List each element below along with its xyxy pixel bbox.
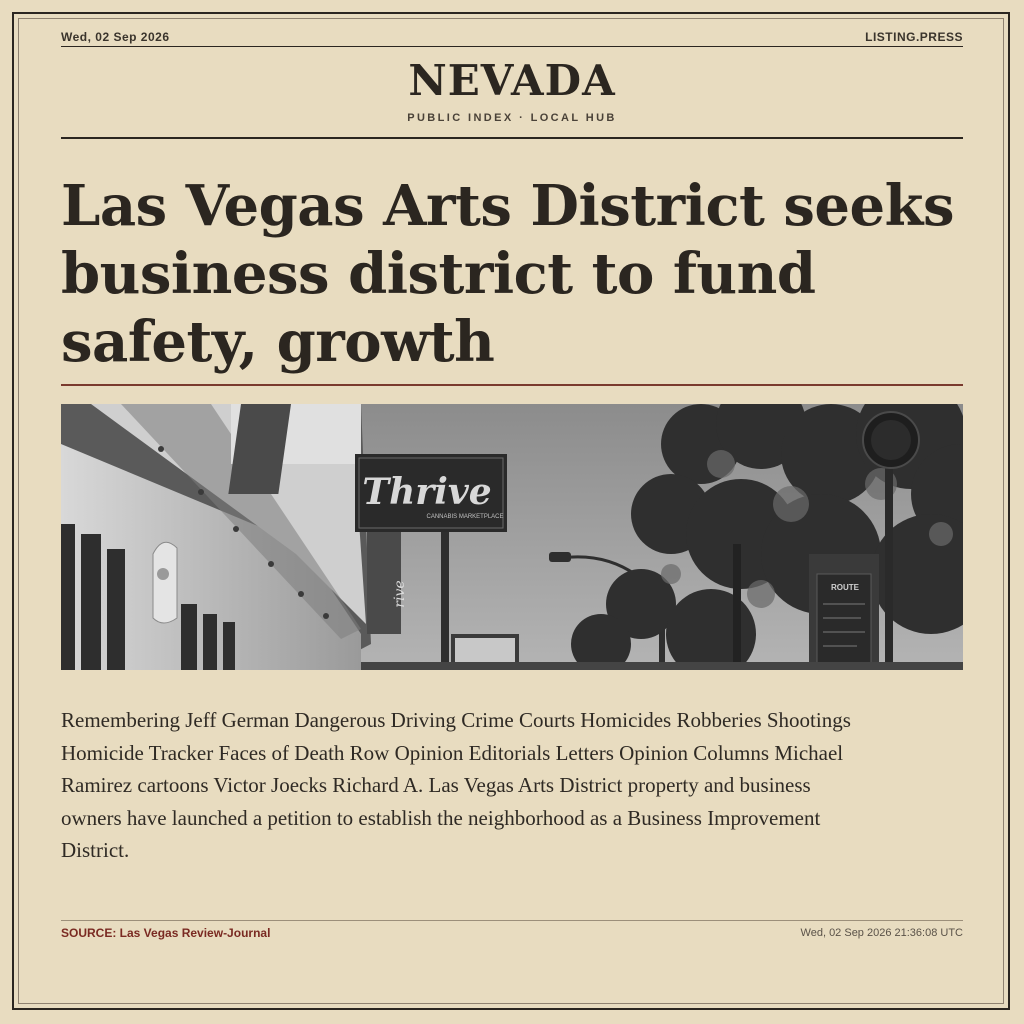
route-sign-text: ROUTE xyxy=(831,583,859,592)
footer-divider xyxy=(61,920,963,921)
masthead-title: NEVADA xyxy=(408,56,616,105)
headline-divider xyxy=(61,384,963,386)
masthead-divider xyxy=(61,137,963,139)
site-name[interactable]: LISTING.PRESS xyxy=(865,30,963,44)
issue-date: Wed, 02 Sep 2026 xyxy=(61,30,170,44)
thrive-sign-text: Thrive xyxy=(362,471,492,513)
source-link[interactable]: SOURCE: Las Vegas Review-Journal xyxy=(61,926,271,940)
article-body: Remembering Jeff German Dangerous Driving Crime Courts Homicides Robberies Shootings Homicide Tracker Faces of Death Row Opinion Editorials Letters Opinion Columns Michael Ramirez cartoons Victor Joecks Richard A. Las Vegas Arts District property and business owners have launched a petition to establish the neighborhood as a Business Improvement District. xyxy=(61,708,851,862)
footer xyxy=(61,926,963,940)
masthead xyxy=(61,56,963,124)
top-bar xyxy=(61,28,963,46)
masthead-subtitle: PUBLIC INDEX · LOCAL HUB xyxy=(407,112,617,124)
article-headline: Las Vegas Arts District seeks business district to fund safety, growth xyxy=(61,173,955,375)
article-photo xyxy=(61,404,963,670)
footer-timestamp: Wed, 02 Sep 2026 21:36:08 UTC xyxy=(800,927,963,939)
thrive-sign-subtext: CANNABIS MARKETPLACE xyxy=(426,514,504,520)
top-divider xyxy=(61,46,963,47)
svg-text:rive: rive xyxy=(392,580,408,608)
